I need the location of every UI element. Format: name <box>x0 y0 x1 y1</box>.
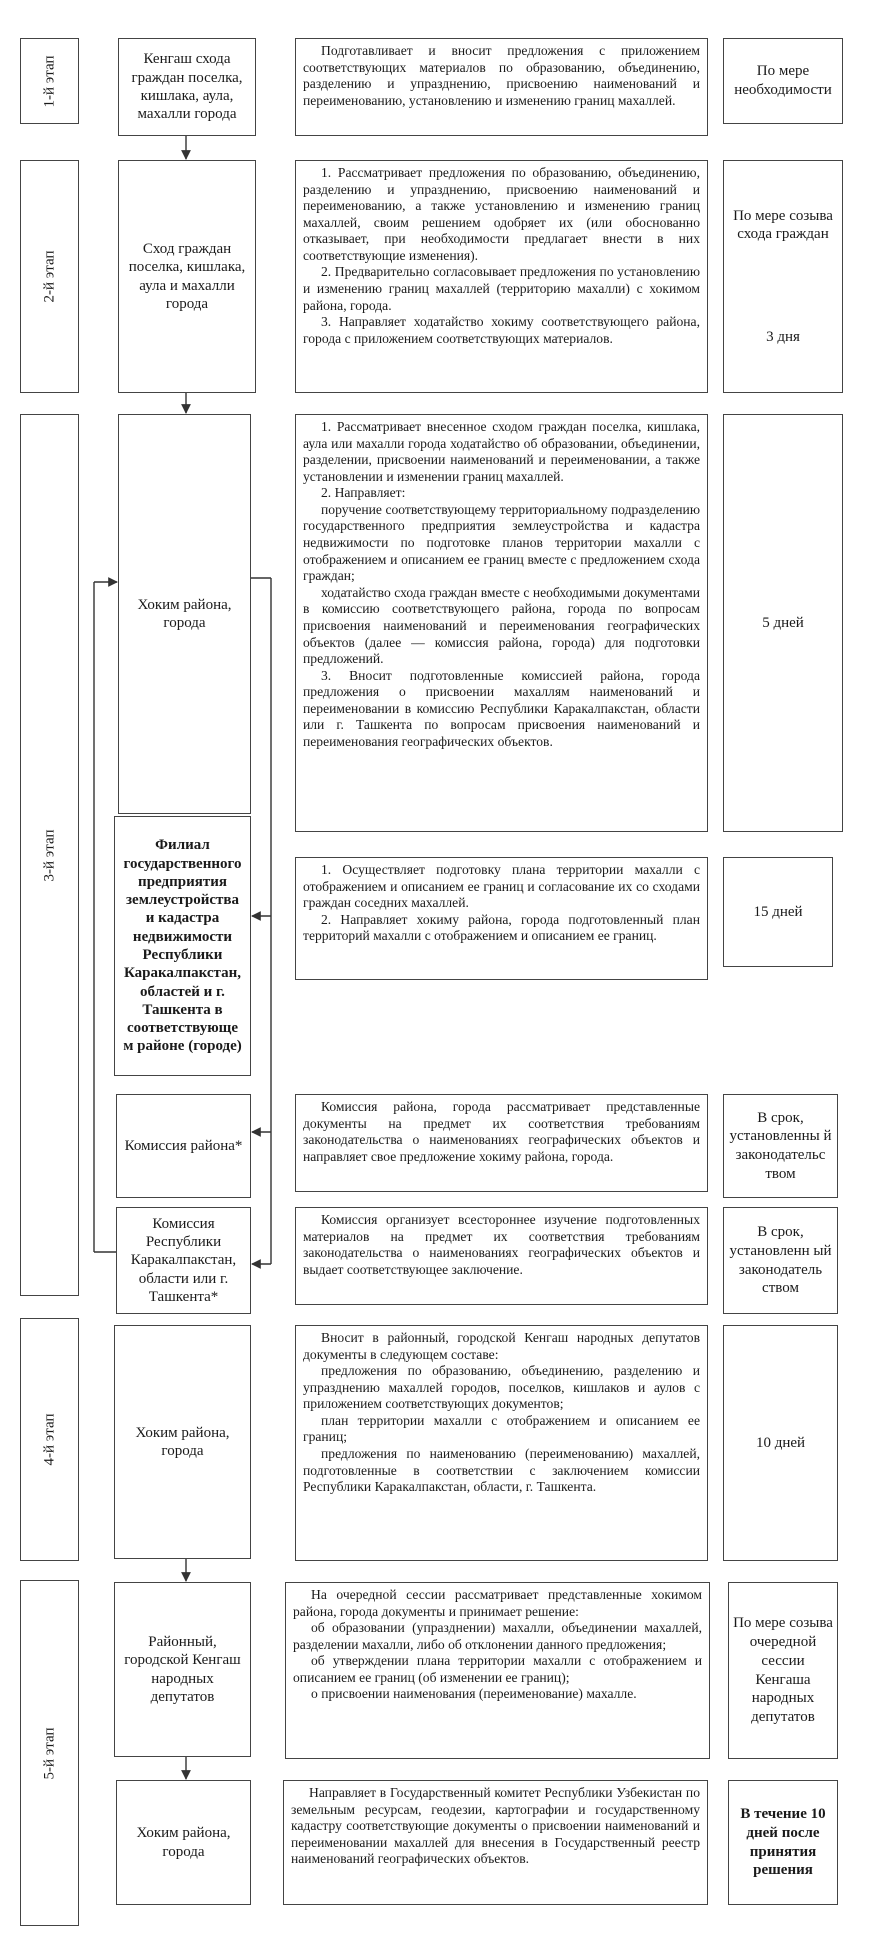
stage-2-term-days: 3 дня <box>766 328 800 345</box>
stage-1-description: Подготавливает и вносит предложения с приложением соответствующих материалов по образованию, объединению, разделению и упразднению, присвоению наименований и переименованию, установлению и изменению границ махаллей. <box>295 38 708 136</box>
stage-5-kengash-description: На очередной сессии рассматривает представленные хокимом района, города документы и принимает решение: об образовании (упразднении) махалли, объединении махаллей, разделении махалли, либо об отклонении данного предложения; об утверждении плана территории махалли с отображением и описанием ее границ (об изменении ее границ); о присвоении наименования (переименование) махалле. <box>285 1582 710 1759</box>
actor-khokim-rayona: Хоким района, города <box>118 414 251 814</box>
actor-khokim-stage-4: Хоким района, города <box>114 1325 251 1559</box>
stage-4-term: 10 дней <box>723 1325 838 1561</box>
stage-3-komissiya-rayona-description: Комиссия района, города рассматривает представленные документы на предмет их соответствия требованиям законодательства о наименованиях географических объектов и направляет свое предложение хокиму района, города. <box>295 1094 708 1192</box>
stage-5-khokim-description: Направляет в Государственный комитет Республики Узбекистан по земельным ресурсам, геодезии, картографии и государственному кадастру соответствующие документы о присвоении наименований и переименовании махаллей для внесения в Государственный реестр наименований географических объектов. <box>283 1780 708 1905</box>
stage-5-kengash-term: По мере созыва очередной сессии Кенгаша народных депутатов <box>728 1582 838 1759</box>
stage-3-filial-description: 1. Осуществляет подготовку плана территории махалли с отображением и описанием ее границ и согласование их со сходами граждан соседних махаллей. 2. Направляет хокиму района, города подготовленный план территорий махалли с отображением и описанием ее границ. <box>295 857 708 980</box>
actor-filial-kadastra: Филиал государственного предприятия землеустройства и кадастра недвижимости Республики Каракалпакстан, областей и г. Ташкента в соответствующе м районе (городе) <box>114 816 251 1076</box>
stage-2-description: 1. Рассматривает предложения по образованию, объединению, разделению и упразднению, присвоению наименований и переименованию, а также установлению и изменению границ махаллей, своим решением одобряет их (или обоснованно отказывает, при необходимости предлагает внести в них соответствующие изменения). 2. Предварительно согласовывает предложения по установлению и изменению границ махаллей (территорию махалли) с хокимом района, города. 3. Направляет ходатайство хокиму соответствующего района, города с приложением соответствующих материалов. <box>295 160 708 393</box>
stage-1-label: 1-й этап <box>20 38 79 124</box>
stage-3-label: 3-й этап <box>20 414 79 1296</box>
stage-3-filial-term: 15 дней <box>723 857 833 967</box>
stage-2-term-schedule: По мере созыва схода граждан <box>733 207 833 243</box>
stage-5-label: 5-й этап <box>20 1580 79 1926</box>
actor-skhod-grazhdan: Сход граждан поселка, кишлака, аула и махалли города <box>118 160 256 393</box>
stage-4-label: 4-й этап <box>20 1318 79 1561</box>
actor-komissiya-respubliki: Комиссия Республики Каракалпакстан, области или г. Ташкента* <box>116 1207 251 1314</box>
stage-3-khokim-description: 1. Рассматривает внесенное сходом граждан поселка, кишлака, аула или махалли города ходатайство об образовании, объединении, разделении, присвоении наименований и переименовании, а также установлении и изменении границ махаллей. 2. Направляет: поручение соответствующему территориальному подразделению государственного предприятия землеустройства и кадастра недвижимости по подготовке планов территории махалли с отображением и описанием ее границ вместе с предложением схода граждан; ходатайство схода граждан вместе с необходимыми документами в комиссию соответствующего района, города по вопросам присвоения наименований и переименования географических объектов (далее — комиссия района, города) для подготовки предложений. 3. Вносит подготовленные комиссией района, города предложения о присвоении махаллям наименований и переименовании в комиссию Республики Каракалпакстан, области или г. Ташкента по вопросам присвоения наименований и переименования географических объектов. <box>295 414 708 832</box>
stage-4-description: Вносит в районный, городской Кенгаш народных депутатов документы в следующем составе: предложения по образованию, объединению, разделению и упразднению махаллей городов, поселков, кишлаков и аулов с приложением соответствующих документов; план территории махалли с отображением и описанием ее границ; предложения по наименованию (переименованию) махаллей, подготовленные в соответствии с заключением комиссии Республики Каракалпакстан, области, г. Ташкента. <box>295 1325 708 1561</box>
actor-kengash-skhoda: Кенгаш схода граждан поселка, кишлака, аула, махалли города <box>118 38 256 136</box>
actor-khokim-stage-5: Хоким района, города <box>116 1780 251 1905</box>
stage-2-label: 2-й этап <box>20 160 79 393</box>
stage-3-khokim-term: 5 дней <box>723 414 843 832</box>
stage-5-khokim-term: В течение 10 дней после принятия решения <box>728 1780 838 1905</box>
stage-3-komissiya-rayona-term: В срок, установленны й законодательс твом <box>723 1094 838 1198</box>
stage-3-komissiya-respubliki-description: Комиссия организует всестороннее изучение подготовленных материалов на предмет их соответствия требованиям законодательства о наименованиях географических объектов и выдает соответствующее заключение. <box>295 1207 708 1305</box>
stage-1-term: По мере необходимости <box>723 38 843 124</box>
actor-komissiya-rayona: Комиссия района* <box>116 1094 251 1198</box>
actor-kengash-deputatov: Районный, городской Кенгаш народных депутатов <box>114 1582 251 1757</box>
stage-3-komissiya-respubliki-term: В срок, установленн ый законодатель ством <box>723 1207 838 1314</box>
